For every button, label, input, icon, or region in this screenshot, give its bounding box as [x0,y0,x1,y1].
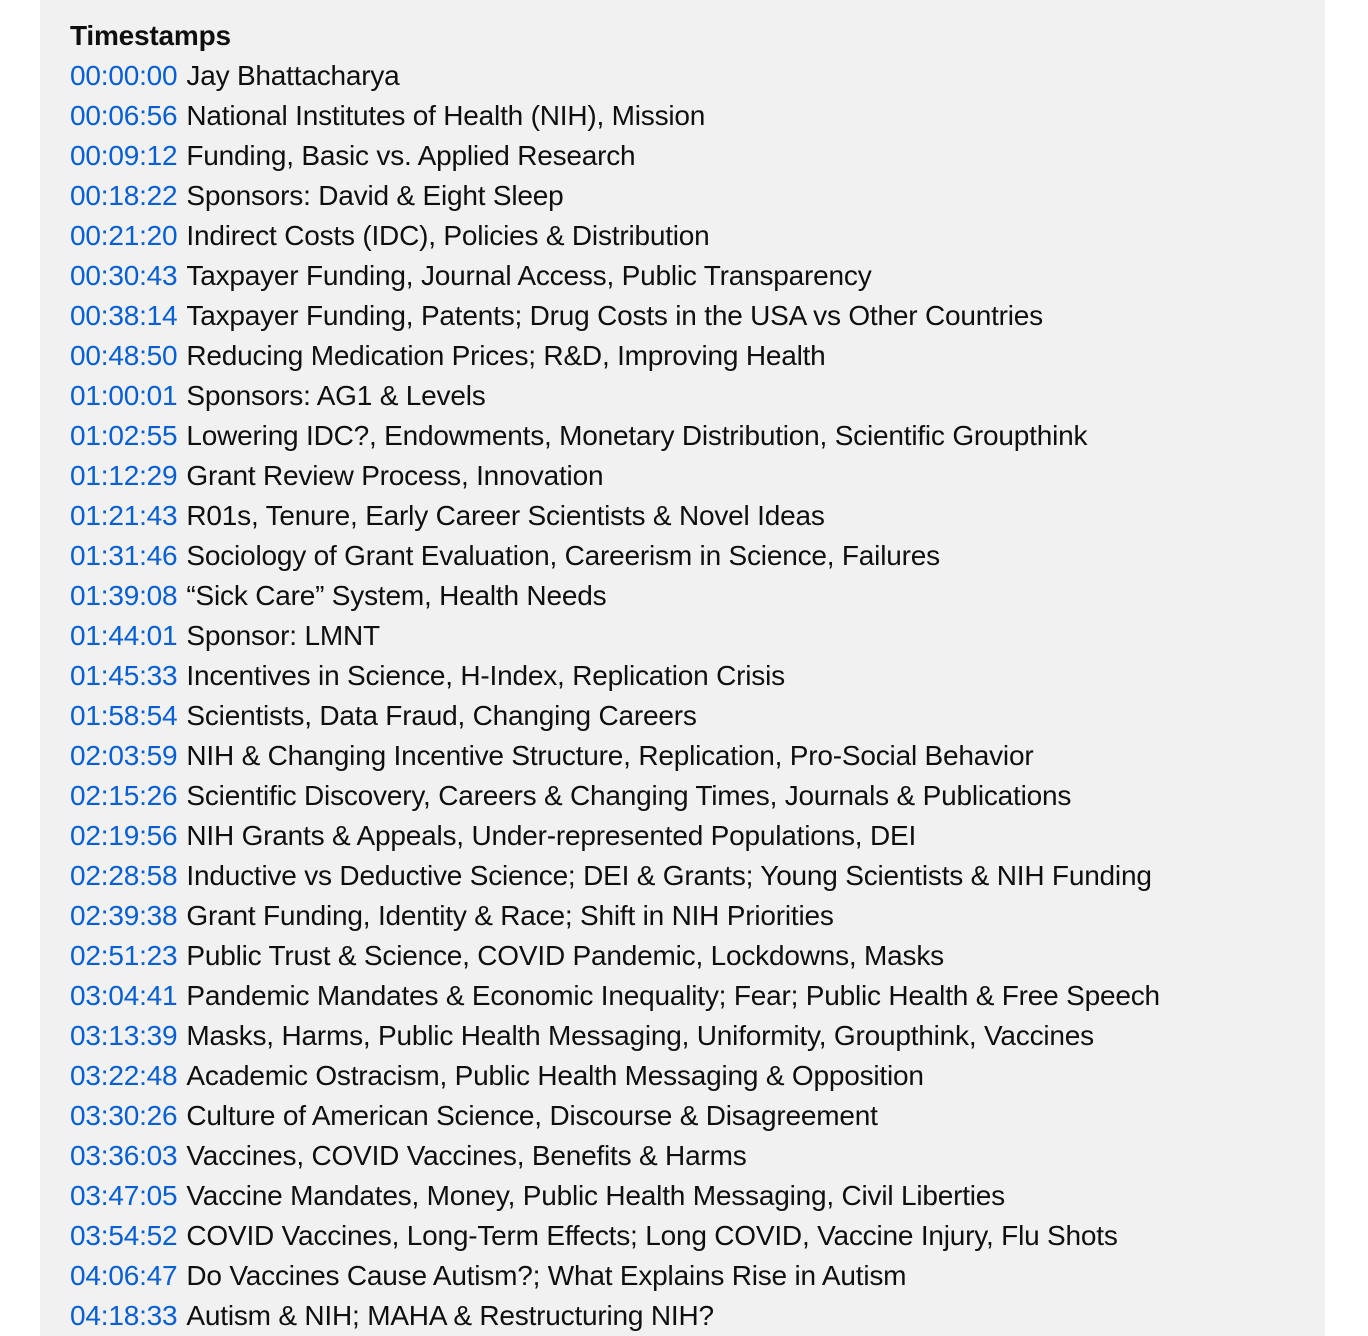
timestamp-link[interactable]: 04:06:47 [70,1260,178,1291]
timestamp-link[interactable]: 02:15:26 [70,780,178,811]
timestamp-link[interactable]: 03:36:03 [70,1140,178,1171]
timestamp-link[interactable]: 01:21:43 [70,500,178,531]
chapter-row [70,1136,1305,1176]
timestamp-link[interactable]: 00:48:50 [70,340,178,371]
timestamp-link[interactable]: 01:12:29 [70,460,178,491]
chapter-row [70,176,1305,216]
timestamp-link[interactable]: 01:00:01 [70,380,178,411]
chapter-title: COVID Vaccines, Long-Term Effects; Long COVID, Vaccine Injury, Flu Shots [186,1220,1118,1251]
chapter-row [70,256,1305,296]
timestamp-link[interactable]: 03:54:52 [70,1220,178,1251]
chapter-row [70,776,1305,816]
timestamp-link[interactable]: 04:18:33 [70,1300,178,1331]
timestamp-link[interactable]: 02:39:38 [70,900,178,931]
chapter-title: Funding, Basic vs. Applied Research [186,140,636,171]
chapter-title: Lowering IDC?, Endowments, Monetary Distribution, Scientific Groupthink [186,420,1088,451]
chapter-title: Pandemic Mandates & Economic Inequality; Fear; Public Health & Free Speech [186,980,1160,1011]
timestamps-heading: Timestamps [70,20,231,51]
timestamp-link[interactable]: 00:00:00 [70,60,178,91]
chapter-row [70,456,1305,496]
timestamp-link[interactable]: 02:28:58 [70,860,178,891]
chapter-title: Reducing Medication Prices; R&D, Improving Health [186,340,826,371]
chapter-title: Incentives in Science, H-Index, Replication Crisis [186,660,785,691]
chapter-title: R01s, Tenure, Early Career Scientists & Novel Ideas [186,500,825,531]
chapter-title: Sociology of Grant Evaluation, Careerism in Science, Failures [186,540,940,571]
timestamp-link[interactable]: 01:44:01 [70,620,178,651]
chapter-title: Vaccine Mandates, Money, Public Health Messaging, Civil Liberties [186,1180,1005,1211]
timestamp-link[interactable]: 03:47:05 [70,1180,178,1211]
chapter-row [70,616,1305,656]
chapter-row [70,856,1305,896]
chapter-row [70,896,1305,936]
timestamp-link[interactable]: 02:19:56 [70,820,178,851]
timestamp-link[interactable]: 00:38:14 [70,300,178,331]
chapter-row [70,696,1305,736]
chapter-title: NIH Grants & Appeals, Under-represented Populations, DEI [186,820,917,851]
chapter-row [70,56,1305,96]
chapter-title: Do Vaccines Cause Autism?; What Explains Rise in Autism [186,1260,907,1291]
chapter-row [70,1016,1305,1056]
chapter-title: Grant Funding, Identity & Race; Shift in NIH Priorities [186,900,834,931]
chapter-title: Scientific Discovery, Careers & Changing Times, Journals & Publications [186,780,1072,811]
timestamp-link[interactable]: 00:09:12 [70,140,178,171]
chapter-title: Taxpayer Funding, Journal Access, Public Transparency [186,260,872,291]
chapter-row [70,1056,1305,1096]
chapter-title: Scientists, Data Fraud, Changing Careers [186,700,697,731]
chapter-title: Taxpayer Funding, Patents; Drug Costs in the USA vs Other Countries [186,300,1043,331]
chapter-row [70,1256,1305,1296]
timestamp-link[interactable]: 02:51:23 [70,940,178,971]
chapter-title: Public Trust & Science, COVID Pandemic, Lockdowns, Masks [186,940,944,971]
timestamp-link[interactable]: 01:58:54 [70,700,178,731]
timestamp-link[interactable]: 03:13:39 [70,1020,178,1051]
chapter-title: Autism & NIH; MAHA & Restructuring NIH? [186,1300,714,1331]
chapter-row [70,1096,1305,1136]
chapter-title: Grant Review Process, Innovation [186,460,604,491]
timestamp-link[interactable]: 00:21:20 [70,220,178,251]
timestamp-link[interactable]: 03:22:48 [70,1060,178,1091]
chapter-title: Inductive vs Deductive Science; DEI & Grants; Young Scientists & NIH Funding [186,860,1152,891]
chapter-row [70,536,1305,576]
chapter-title: Sponsor: LMNT [186,620,380,651]
chapter-title: Sponsors: AG1 & Levels [186,380,486,411]
chapter-row [70,736,1305,776]
chapter-title: Vaccines, COVID Vaccines, Benefits & Harms [186,1140,747,1171]
chapter-row [70,136,1305,176]
chapter-row [70,1296,1305,1336]
timestamp-link[interactable]: 00:18:22 [70,180,178,211]
chapter-title: “Sick Care” System, Health Needs [186,580,607,611]
timestamp-link[interactable]: 00:06:56 [70,100,178,131]
timestamp-link[interactable]: 00:30:43 [70,260,178,291]
chapter-title: Academic Ostracism, Public Health Messaging & Opposition [186,1060,924,1091]
chapter-row [70,96,1305,136]
chapter-title: Sponsors: David & Eight Sleep [186,180,564,211]
chapter-title: Culture of American Science, Discourse & Disagreement [186,1100,878,1131]
chapter-row [70,336,1305,376]
chapter-row [70,976,1305,1016]
timestamp-link[interactable]: 01:45:33 [70,660,178,691]
chapter-row [70,656,1305,696]
chapter-row [70,1176,1305,1216]
chapter-row [70,376,1305,416]
timestamp-link[interactable]: 03:04:41 [70,980,178,1011]
chapter-row [70,1216,1305,1256]
timestamp-link[interactable]: 01:31:46 [70,540,178,571]
chapter-title: Masks, Harms, Public Health Messaging, Uniformity, Groupthink, Vaccines [186,1020,1094,1051]
chapter-row [70,816,1305,856]
chapter-row [70,576,1305,616]
chapter-row [70,936,1305,976]
timestamp-link[interactable]: 03:30:26 [70,1100,178,1131]
chapter-row [70,496,1305,536]
chapter-row [70,296,1305,336]
chapter-title: Jay Bhattacharya [186,60,400,91]
chapter-list [70,56,1305,1336]
chapter-row [70,416,1305,456]
chapter-row [70,216,1305,256]
timestamp-link[interactable]: 01:39:08 [70,580,178,611]
timestamp-link[interactable]: 02:03:59 [70,740,178,771]
chapter-title: NIH & Changing Incentive Structure, Replication, Pro-Social Behavior [186,740,1034,771]
chapter-title: Indirect Costs (IDC), Policies & Distribution [186,220,710,251]
chapter-title: National Institutes of Health (NIH), Mission [186,100,706,131]
timestamp-link[interactable]: 01:02:55 [70,420,178,451]
video-description-panel [40,0,1325,1336]
